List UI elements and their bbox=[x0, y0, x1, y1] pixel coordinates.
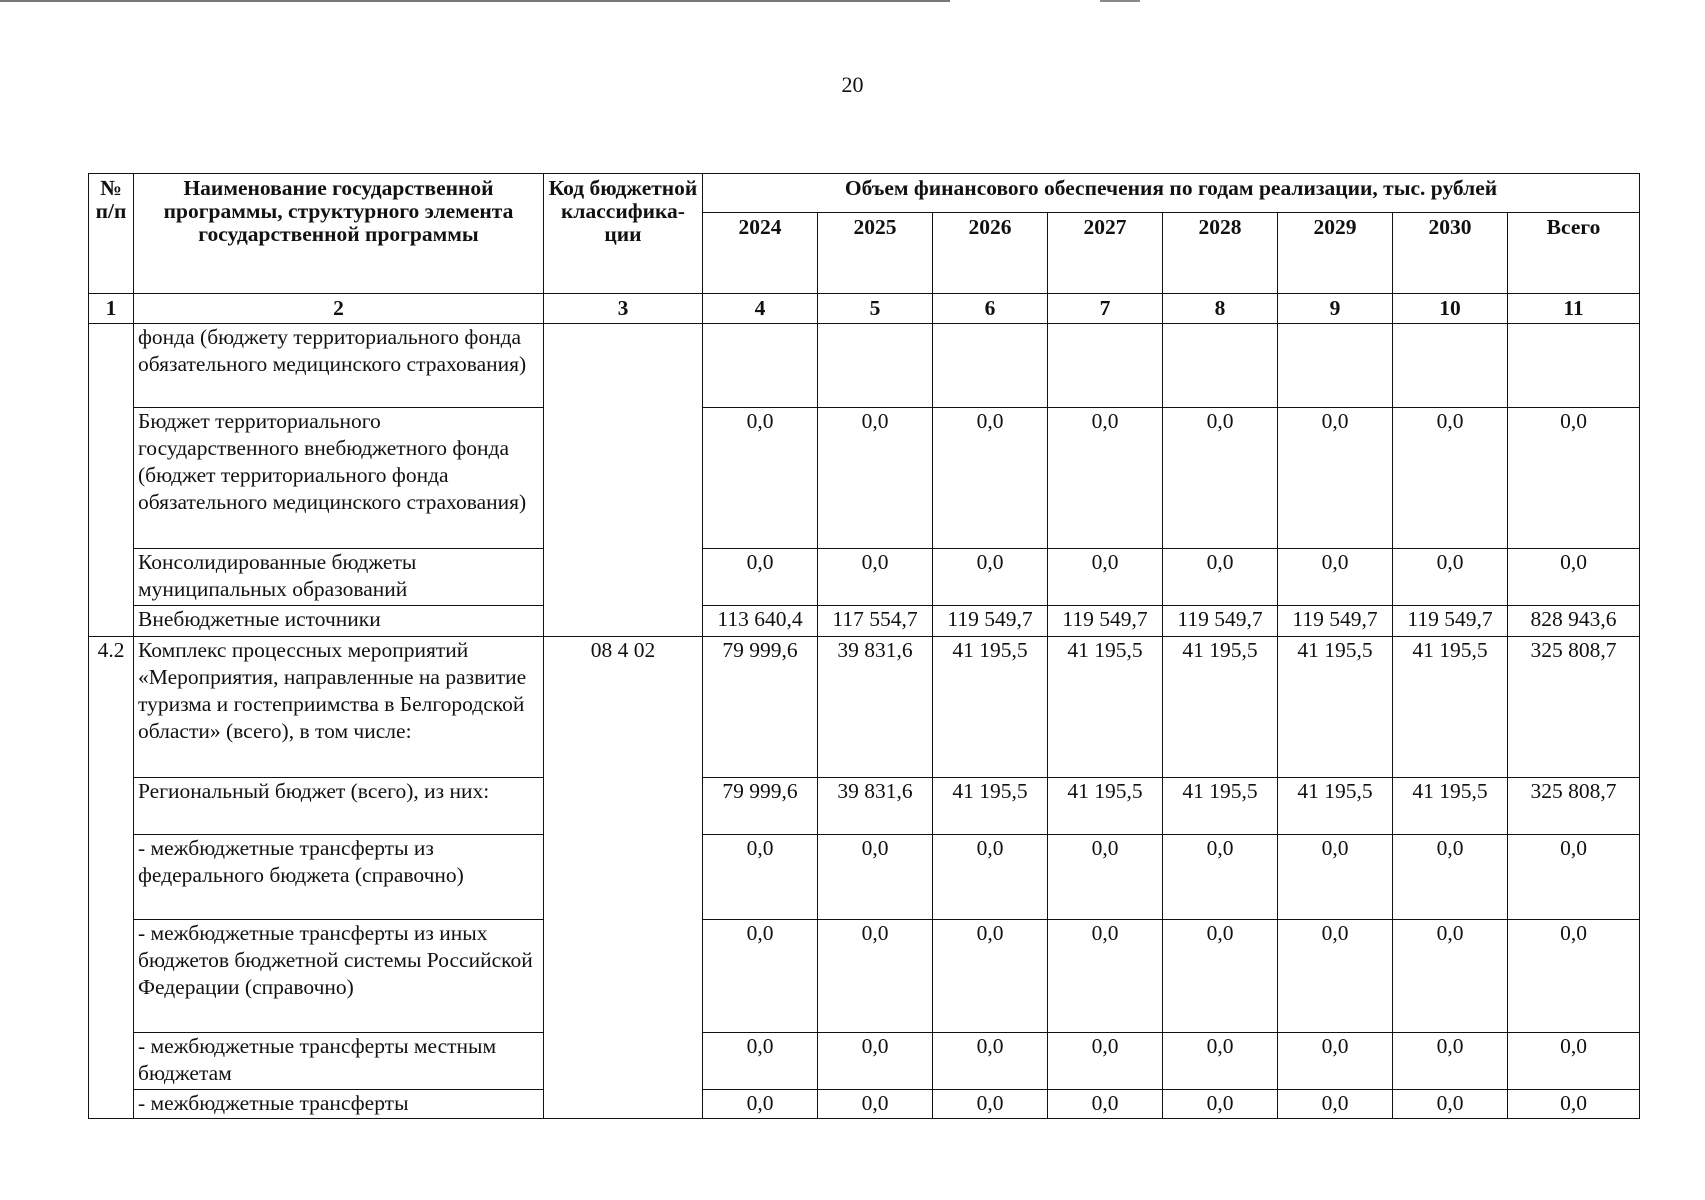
cell-2029: 0,0 bbox=[1278, 408, 1393, 549]
cell-2026: 0,0 bbox=[933, 835, 1048, 920]
cell-2029: 41 195,5 bbox=[1278, 637, 1393, 778]
column-number-row bbox=[89, 294, 1640, 324]
row-name: Внебюджетные источники bbox=[134, 606, 544, 637]
table-row bbox=[89, 637, 1640, 778]
cell-2024: 0,0 bbox=[703, 1033, 818, 1090]
cell-2024: 0,0 bbox=[703, 549, 818, 606]
table-row bbox=[89, 835, 1640, 920]
cell-2026: 41 195,5 bbox=[933, 778, 1048, 835]
row-name: Консолидированные бюджеты муниципальных образований bbox=[134, 549, 544, 606]
cell-2027: 0,0 bbox=[1048, 408, 1163, 549]
cell-2028 bbox=[1163, 324, 1278, 408]
cell-total: 828 943,6 bbox=[1508, 606, 1640, 637]
cell-2030 bbox=[1393, 324, 1508, 408]
cell-2024: 79 999,6 bbox=[703, 778, 818, 835]
row-number: 4.2 bbox=[89, 637, 134, 1119]
column-number: 4 bbox=[703, 294, 818, 324]
column-number: 3 bbox=[544, 294, 703, 324]
cell-2027: 0,0 bbox=[1048, 549, 1163, 606]
cell-2025: 0,0 bbox=[818, 1033, 933, 1090]
header-total: Всего bbox=[1508, 213, 1640, 294]
row-number bbox=[89, 324, 134, 637]
financing-table bbox=[88, 173, 1640, 1119]
table-row bbox=[89, 920, 1640, 1033]
cell-2024: 0,0 bbox=[703, 1090, 818, 1119]
column-number: 9 bbox=[1278, 294, 1393, 324]
cell-2029: 0,0 bbox=[1278, 920, 1393, 1033]
row-name: Комплекс процессных мероприятий «Мероприятия, направленные на развитие туризма и гостеприимства в Белгородской области» (всего), в том числе: bbox=[134, 637, 544, 778]
column-number: 8 bbox=[1163, 294, 1278, 324]
row-code: 08 4 02 bbox=[544, 637, 703, 1119]
header-year-2026: 2026 bbox=[933, 213, 1048, 294]
cell-2027: 41 195,5 bbox=[1048, 778, 1163, 835]
cell-2025: 0,0 bbox=[818, 920, 933, 1033]
table-row bbox=[89, 408, 1640, 549]
cell-2029: 0,0 bbox=[1278, 835, 1393, 920]
cell-2024: 113 640,4 bbox=[703, 606, 818, 637]
cell-2026: 0,0 bbox=[933, 1090, 1048, 1119]
row-name: - межбюджетные трансферты из иных бюджетов бюджетной системы Российской Федерации (справочно) bbox=[134, 920, 544, 1033]
page-top-edge bbox=[0, 0, 950, 2]
cell-2030: 0,0 bbox=[1393, 1033, 1508, 1090]
table-row bbox=[89, 1090, 1640, 1119]
cell-2026: 119 549,7 bbox=[933, 606, 1048, 637]
table-row bbox=[89, 778, 1640, 835]
cell-2026: 0,0 bbox=[933, 1033, 1048, 1090]
cell-2030: 0,0 bbox=[1393, 408, 1508, 549]
cell-total: 0,0 bbox=[1508, 1033, 1640, 1090]
cell-2028: 0,0 bbox=[1163, 835, 1278, 920]
cell-2030: 0,0 bbox=[1393, 1090, 1508, 1119]
page-top-edge-mark bbox=[1100, 0, 1140, 2]
cell-2025: 39 831,6 bbox=[818, 637, 933, 778]
cell-2027: 0,0 bbox=[1048, 920, 1163, 1033]
cell-2025: 0,0 bbox=[818, 1090, 933, 1119]
cell-total: 325 808,7 bbox=[1508, 637, 1640, 778]
table-row bbox=[89, 606, 1640, 637]
cell-2029: 0,0 bbox=[1278, 1090, 1393, 1119]
cell-2029: 0,0 bbox=[1278, 549, 1393, 606]
header-year-2025: 2025 bbox=[818, 213, 933, 294]
cell-2026: 0,0 bbox=[933, 920, 1048, 1033]
cell-2028: 41 195,5 bbox=[1163, 637, 1278, 778]
column-number: 1 bbox=[89, 294, 134, 324]
page-number: 20 bbox=[841, 72, 864, 97]
cell-2030: 0,0 bbox=[1393, 549, 1508, 606]
header-year-2027: 2027 bbox=[1048, 213, 1163, 294]
row-code bbox=[544, 324, 703, 637]
cell-2027: 0,0 bbox=[1048, 1033, 1163, 1090]
row-name: - межбюджетные трансферты из федерального бюджета (справочно) bbox=[134, 835, 544, 920]
header-number: № п/п bbox=[89, 174, 134, 294]
cell-2029: 0,0 bbox=[1278, 1033, 1393, 1090]
cell-2024: 0,0 bbox=[703, 835, 818, 920]
header-program-name: Наименование государственной программы, структурного элемента государственной программы bbox=[134, 174, 544, 294]
cell-2027: 41 195,5 bbox=[1048, 637, 1163, 778]
row-name: Бюджет территориального государственного внебюджетного фонда (бюджет территориального фонда обязательного медицинского страхования) bbox=[134, 408, 544, 549]
cell-2024: 0,0 bbox=[703, 920, 818, 1033]
cell-2030: 41 195,5 bbox=[1393, 637, 1508, 778]
header-year-2028: 2028 bbox=[1163, 213, 1278, 294]
cell-total: 0,0 bbox=[1508, 1090, 1640, 1119]
cell-2025: 117 554,7 bbox=[818, 606, 933, 637]
cell-total: 0,0 bbox=[1508, 408, 1640, 549]
cell-total: 0,0 bbox=[1508, 920, 1640, 1033]
cell-total: 0,0 bbox=[1508, 549, 1640, 606]
cell-2026: 0,0 bbox=[933, 408, 1048, 549]
cell-2027: 0,0 bbox=[1048, 835, 1163, 920]
row-name: - межбюджетные трансферты местным бюджетам bbox=[134, 1033, 544, 1090]
cell-2028: 41 195,5 bbox=[1163, 778, 1278, 835]
cell-total bbox=[1508, 324, 1640, 408]
cell-2025: 0,0 bbox=[818, 835, 933, 920]
row-name: Региональный бюджет (всего), из них: bbox=[134, 778, 544, 835]
cell-2028: 0,0 bbox=[1163, 920, 1278, 1033]
column-number: 2 bbox=[134, 294, 544, 324]
cell-2024 bbox=[703, 324, 818, 408]
table-row bbox=[89, 1033, 1640, 1090]
cell-2030: 0,0 bbox=[1393, 920, 1508, 1033]
column-number: 6 bbox=[933, 294, 1048, 324]
cell-2030: 41 195,5 bbox=[1393, 778, 1508, 835]
table-row bbox=[89, 324, 1640, 408]
cell-2025 bbox=[818, 324, 933, 408]
cell-2024: 0,0 bbox=[703, 408, 818, 549]
cell-2027: 119 549,7 bbox=[1048, 606, 1163, 637]
cell-2025: 39 831,6 bbox=[818, 778, 933, 835]
cell-total: 0,0 bbox=[1508, 835, 1640, 920]
column-number: 11 bbox=[1508, 294, 1640, 324]
header-year-2024: 2024 bbox=[703, 213, 818, 294]
cell-2028: 0,0 bbox=[1163, 549, 1278, 606]
header-year-2030: 2030 bbox=[1393, 213, 1508, 294]
cell-2025: 0,0 bbox=[818, 408, 933, 549]
header-year-2029: 2029 bbox=[1278, 213, 1393, 294]
cell-2029 bbox=[1278, 324, 1393, 408]
cell-2030: 0,0 bbox=[1393, 835, 1508, 920]
header-budget-code: Код бюджетной классифика-ции bbox=[544, 174, 703, 294]
header-financing-volume: Объем финансового обеспечения по годам реализации, тыс. рублей bbox=[703, 174, 1640, 213]
cell-2029: 119 549,7 bbox=[1278, 606, 1393, 637]
cell-2028: 119 549,7 bbox=[1163, 606, 1278, 637]
table-row bbox=[89, 549, 1640, 606]
cell-2026: 0,0 bbox=[933, 549, 1048, 606]
cell-total: 325 808,7 bbox=[1508, 778, 1640, 835]
row-name: фонда (бюджету территориального фонда обязательного медицинского страхования) bbox=[134, 324, 544, 408]
cell-2026 bbox=[933, 324, 1048, 408]
cell-2030: 119 549,7 bbox=[1393, 606, 1508, 637]
cell-2028: 0,0 bbox=[1163, 408, 1278, 549]
cell-2024: 79 999,6 bbox=[703, 637, 818, 778]
cell-2028: 0,0 bbox=[1163, 1090, 1278, 1119]
column-number: 7 bbox=[1048, 294, 1163, 324]
cell-2025: 0,0 bbox=[818, 549, 933, 606]
column-number: 5 bbox=[818, 294, 933, 324]
cell-2027 bbox=[1048, 324, 1163, 408]
row-name: - межбюджетные трансферты bbox=[134, 1090, 544, 1119]
cell-2028: 0,0 bbox=[1163, 1033, 1278, 1090]
column-number: 10 bbox=[1393, 294, 1508, 324]
cell-2027: 0,0 bbox=[1048, 1090, 1163, 1119]
cell-2026: 41 195,5 bbox=[933, 637, 1048, 778]
cell-2029: 41 195,5 bbox=[1278, 778, 1393, 835]
